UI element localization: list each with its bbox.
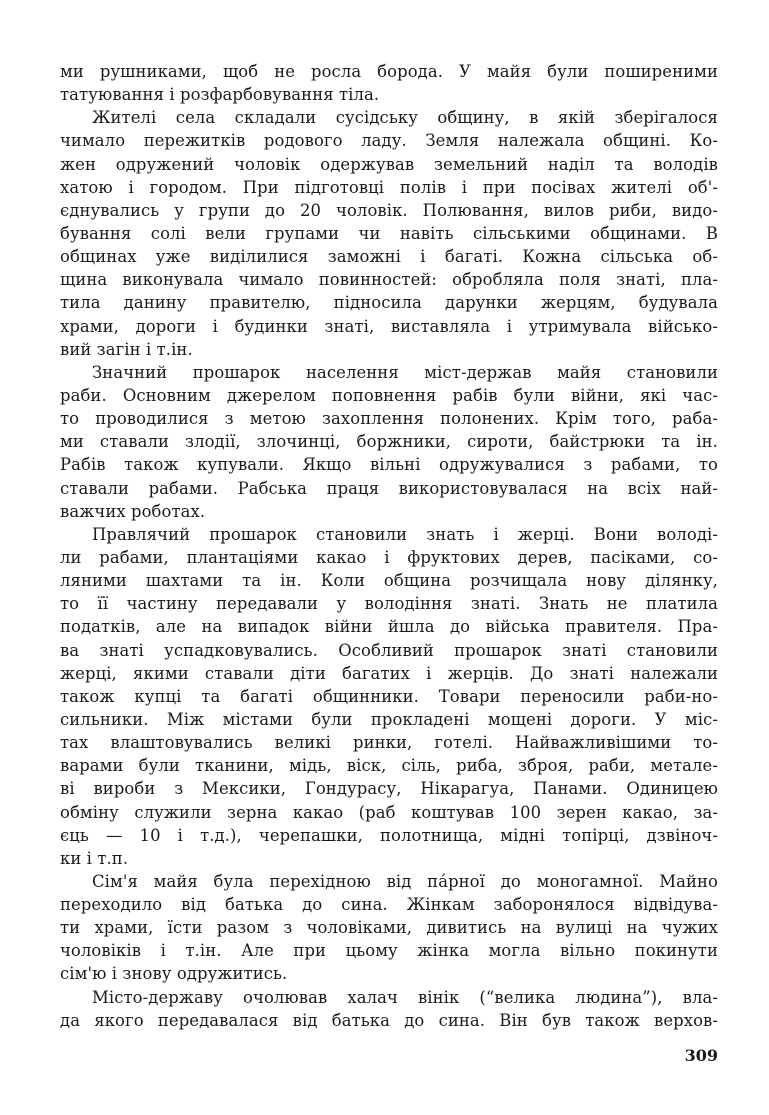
text-line: податків, але на випадок війни йшла до війська правителя. Пра-: [60, 617, 718, 637]
text-line: важчих роботах.: [60, 501, 206, 521]
text-line: вий загін і т.ін.: [60, 339, 193, 359]
text-line: також купці та багаті общинники. Товари переносили раби-но-: [60, 686, 718, 706]
text-line: чимало пережитків родового ладу. Земля належала общині. Ко-: [60, 131, 718, 151]
text-line: ві вироби з Мексики, Гондурасу, Нікарагуа, Панами. Одиницею: [60, 779, 718, 799]
text-line: Місто-державу очолював халач вінік (“велика людина”), вла-: [92, 987, 718, 1007]
text-line: Правлячий прошарок становили знать і жерці. Вони володі-: [92, 524, 718, 544]
text-line: ти храми, їсти разом з чоловіками, дивитись на вулиці на чужих: [60, 918, 718, 938]
text-line: жерці, якими ставали діти багатих і жерців. До знаті належали: [60, 663, 718, 683]
text-line: ва знаті успадковувались. Особливий прошарок знаті становили: [60, 640, 718, 660]
text-line: татуювання і розфарбовування тіла.: [60, 85, 380, 105]
text-line: хатою і городом. При підготовці полів і при посівах жителі об'-: [60, 177, 718, 197]
text-line: переходило від батька до сина. Жінкам заборонялося відвідува-: [60, 895, 718, 915]
text-line: храми, дороги і будинки знаті, виставляла і утримувала військо-: [60, 316, 718, 336]
text-line: варами були тканини, мідь, віск, сіль, риба, зброя, раби, метале-: [60, 756, 718, 776]
text-line: раби. Основним джерелом поповнення рабів були війни, які час-: [60, 385, 718, 405]
text-line: Сім'я майя була перехідною від па́рної до моногамної. Майно: [92, 871, 718, 891]
text-line: то проводилися з метою захоплення полонених. Крім того, раба-: [60, 409, 718, 429]
text-line: жен одружений чоловік одержував земельний наділ та володів: [60, 154, 718, 174]
text-line: Значний прошарок населення міст-держав майя становили: [92, 362, 718, 382]
text-line: ляними шахтами та ін. Коли община розчищала нову ділянку,: [60, 571, 718, 591]
text-line: Рабів також купували. Якщо вільні одружувалися з рабами, то: [60, 455, 718, 475]
text-line: тах влаштовувались великі ринки, готелі. Найважливішими то-: [60, 733, 718, 753]
text-line: ставали рабами. Рабська праця використовувалася на всіх най-: [60, 478, 718, 498]
text-line: сім'ю і знову одружитись.: [60, 964, 288, 984]
text-line: Жителі села складали сусідську общину, в якій зберігалося: [92, 108, 718, 128]
text-line: тила данину правителю, підносила дарунки жерцям, будувала: [60, 293, 718, 313]
text-line: щина виконувала чимало повинностей: обробляла поля знаті, пла-: [60, 270, 718, 290]
page-body: [60, 60, 718, 1032]
text-line: ми ставали злодії, злочинці, боржники, сироти, байстрюки та ін.: [60, 432, 718, 452]
text-line: ми рушниками, щоб не росла борода. У майя були поширеними: [60, 62, 718, 81]
text-line: обміну служили зерна какао (раб коштував 100 зерен какао, за-: [60, 802, 718, 822]
text-line: ки і т.п.: [60, 848, 129, 868]
text-line: общинах уже виділилися заможні і багаті. Кожна сільська об-: [60, 247, 718, 267]
text-line: то її частину передавали у володіння знаті. Знать не платила: [60, 594, 718, 614]
text-line: бування солі вели групами чи навіть сільськими общинами. В: [60, 223, 718, 243]
text-line: єднувались у групи до 20 чоловік. Полювання, вилов риби, видо-: [60, 200, 718, 220]
text-line: єць — 10 і т.д.), черепашки, полотнища, мідні топірці, дзвіноч-: [60, 825, 718, 845]
page-number: 309: [684, 1046, 718, 1065]
text-line: чоловіків і т.ін. Але при цьому жінка могла вільно покинути: [60, 941, 718, 961]
text-line: сильники. Між містами були прокладені мощені дороги. У міс-: [60, 709, 718, 729]
text-line: да якого передавалася від батька до сина. Він був також верхов-: [60, 1010, 718, 1030]
text-line: ли рабами, плантаціями какао і фруктових дерев, пасіками, со-: [60, 547, 718, 567]
